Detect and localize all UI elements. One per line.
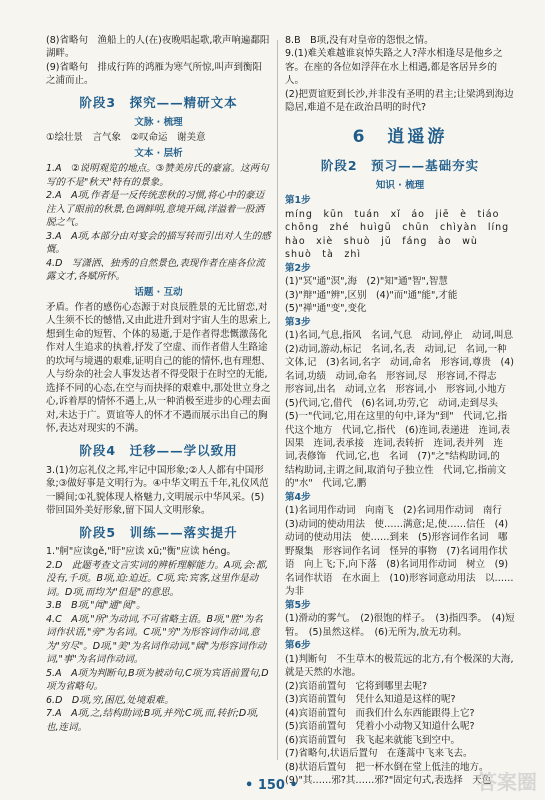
left-block-p: 矛盾。作者的感伤心态源于对良辰胜景的无比留恋,对人生须不长的憾惜,又由此进升到对宇宙人生的思索上,想到生命的短暂、个体的易逝,于是作者得悲慨激荡化作对人生追求的执着,抒发了空虚、而作者借人生路途的坎坷与境遇的艰难,证明自己的能的情怀,也有理想、人与纷杂的社会人事发达者不得受限于在时空的无能,选择不同的心态,在空与而抉择的艰难中,那处世立身之心,诉着厚的情怀不遇上,从一种消极至进步的心理去面对,未达于广。贾谊等人的怀才不遇而展示出自己的胸怀,表达对现实的不满。 bbox=[46, 301, 271, 435]
right-block-p: 9.(1)难关难越谁哀悼失路之人?萍水相逢尽是他乡之客。在座的各位如浮萍在水上相遇,都是客居异乡的人。 bbox=[285, 48, 503, 87]
left-block-p: (8)省略句 渔船上的人(在)夜晚唱起歌,歌声响遍鄱阳湖畔。 bbox=[46, 35, 270, 60]
left-block-pi: 5.A A项为判断句,B项为被动句,C项为宾语前置句,D项为省略句。 bbox=[46, 667, 269, 693]
right-block-p: (8)状语后置句 把一杯水倒在堂上低洼的地方。 bbox=[285, 761, 489, 773]
left-block-hd: 阶段3 探究——精研文本 bbox=[79, 94, 238, 110]
right-block-p: (1)名词用作动词 向南飞 (2)名词用作动词 南行 (3)动词的使动用法 使……满意;足,使……信任 (4)动词的使动用法 使……到来 (5)形容词作名词 哪野聚集 形容词作名词 怪异的事物 (7)名词用作状语 向上飞;下,向下落 (8)名词用作动词 树立 (9)名词作状语 在水面上 (10)形容词意动用法 以……为非 bbox=[285, 505, 514, 598]
right-block-p: (4)宾语前置句 而我们什么东西能跟得上它? bbox=[285, 707, 475, 719]
left-block-pi: 4.C A项,"所"为动词,不可省略主语。B项,"胜"为名词作状语,"旁"为名词。C项,"穷"为形容词作动词,意为"穷尽"。D项,"美"为名词作动词,"阔"为形容词作动词,"事"为名词作动词。 bbox=[46, 613, 267, 666]
right-block-p: (9)"其……邪?其……邪?"固定句式,表选择 天色 bbox=[285, 775, 492, 787]
right-block-sub: 知识 · 梳理 bbox=[375, 179, 425, 191]
right-block-big: 6 逍遥游 bbox=[352, 126, 448, 147]
right-block-p: (6)宾语前置句 我飞起来就能飞到空中。 bbox=[285, 734, 460, 746]
left-block-pi: 2.A A项,作者是一反传统悲秋的习惯,将心中的豪迈注入了眼前的秋景,色调鲜明,意境开阔,洋溢着一股洒脱之气。 bbox=[46, 190, 265, 229]
left-block-pi: 6.D D项,穷,困厄,处境艰难。 bbox=[46, 694, 174, 706]
left-block-pi: 1.A ②说明观览的地点。③赞美房氏的豪富。这两句写的不是"秋天"特有的景象。 bbox=[46, 163, 269, 188]
right-block-p: (2)把贾谊贬到长沙,并非没有圣明的君主;让梁鸿到海边隐居,难道不是在政治昌明的时代? bbox=[285, 88, 514, 114]
left-block-hd: 阶段5 训练——落实提升 bbox=[79, 524, 238, 540]
right-block-step: 第6步 bbox=[285, 640, 311, 652]
page-number: • 150 • bbox=[245, 778, 298, 793]
left-block-sub: 文脉 · 梳理 bbox=[134, 116, 183, 128]
right-block-step: 第4步 bbox=[285, 491, 311, 503]
left-block-p: ①绘壮景 言气象 ②叹命运 谢美意 bbox=[46, 132, 206, 144]
right-block-p: (2)宾语前置句 它将到哪里去呢? bbox=[285, 680, 427, 692]
right-block-p: (1)"冥"通"溟",海 (2)"知"通"智",智慧 (3)"辩"通"辨",区别 (4)"而"通"能",才能 (5)"禅"通"变",变化 bbox=[285, 276, 467, 315]
right-block-step: 第2步 bbox=[285, 262, 311, 274]
right-block-step: 第5步 bbox=[285, 599, 311, 611]
right-block-p: (1)滑动的雾气。 (2)很饱的样子。 (3)指四季。 (4)短暂。 (5)虽然这样。 (6)无所为,放无功利。 bbox=[285, 613, 515, 638]
column-divider bbox=[277, 40, 278, 760]
left-block-pi: 2.D 此题考查文言实词的辨析理解能力。A项,会:都,没有,千项。B项,迫:迫近。C项,宾:宾客,这里作是动词。D项,而均为"但是"的意思。 bbox=[46, 559, 269, 598]
right-block-p: (5)宾语前置句 凭着小小动物又知道什么呢? bbox=[285, 721, 475, 733]
left-block-pi: 4.D 写潇洒、独秀的自然景色,表现作者在座各位流露文才,各赋所怀。 bbox=[46, 257, 265, 283]
left-block-pi: 3.A A项,本部分由对宴会的描写转而引出对人生的感慨。 bbox=[46, 230, 271, 256]
left-block-pi: 7.A A项,之,结构助词;B项,并列;C项,而,转折;D项,也,连词。 bbox=[46, 708, 259, 733]
left-block-p: (9)省略句 排成行阵的鸿雁为寒气所惊,叫声到衡阳之浦而止。 bbox=[46, 61, 262, 87]
right-block-p: (1)判断句 不生草木的极荒远的北方,有个极深的大海,就是天然的水池。 bbox=[285, 653, 514, 679]
left-block-pi: 3.B B项,"闻"通"阅"。 bbox=[46, 600, 146, 612]
right-block-p: (3)宾语前置句 凭什么知道是这样的呢? bbox=[285, 694, 456, 706]
right-block-step: 第1步 bbox=[285, 195, 311, 207]
right-block-p: (1)名词,气息,指风 名词,气息 动词,停止 动词,叫息 (2)动词,游动,标记 名词,名,表 动词,记 名词,一种文体,记 (3)名词,名字 动词,命名 形容词,尊贵 (4)名词,功绩 动词,命名 形容词,尽 形容词,不得志 形容词,出名 动词,立名 形容词,小 形容词,小地方 (5)代词,它,借代 (6)名词,功劳,它 动词,走到尽头 (5)一"代词,它,用在这里的句中,译为"到" 代词,它,指代这个地方 代词,它,指代 (6)连词,表递进 连词,表因果 连词,表承接 连词,表转折 连词,表并列 连词,表修饰 代词,它,也 名词 (7)"之"结构助词,的 结构助词,主谓之间,取消句子独立性 代词,它,指前文的"水" 代词,它,鹏 bbox=[285, 330, 523, 490]
right-block-p: (7)省略句,状语后置句 在蓬蒿中飞来飞去。 bbox=[285, 748, 473, 760]
left-block-sub: 话题 · 互动 bbox=[134, 286, 183, 298]
right-block-hd: 阶段2 预习——基础夯实 bbox=[320, 158, 480, 174]
right-block-p: 8.B B项,没有对皇帝的怨恨之情。 bbox=[285, 35, 434, 46]
right-block-step: 第3步 bbox=[285, 316, 311, 328]
left-block-sub: 文本 · 层析 bbox=[134, 147, 183, 159]
left-block-p: 1."舸"应读gě,"盱"应读 xū;"衡"应读 héng。 bbox=[46, 546, 236, 558]
left-column bbox=[46, 34, 271, 776]
left-block-hd: 阶段4 迁移——学以致用 bbox=[79, 442, 238, 458]
right-block-pin: míng kūn tuán xǐ áo jiē è tiáo chōng zhé huìgū chūn chìyàn líng hào xiè shuò jǔ fáng ào wù shuò tà zhì bbox=[285, 208, 520, 261]
watermark-logo: 答案圈 bbox=[477, 769, 537, 794]
left-block-p: 3.(1)勿忘礼仪之邦,牢记中国形象;②人人都有中国形象;③做好事是文明行为。④中华文明五千年,礼仪风范一瞬间;①礼貌体现人格魅力,文明展示中华风采。(5)带回国外美好形象,留下国人文明形象。 bbox=[46, 464, 269, 517]
